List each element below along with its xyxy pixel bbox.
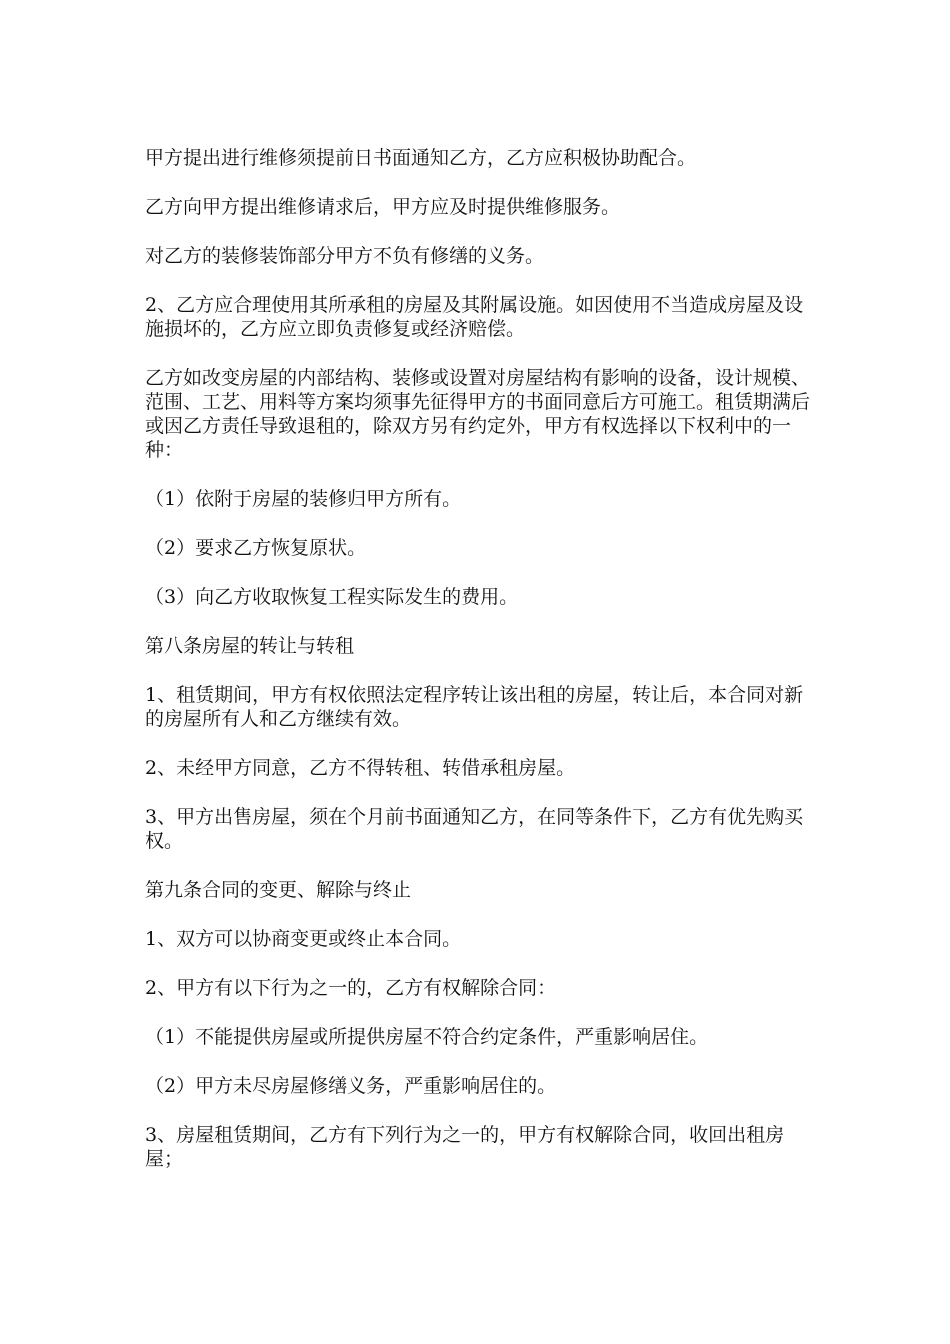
paragraph: 3、甲方出售房屋，须在个月前书面通知乙方，在同等条件下，乙方有优先购买权。 [145,806,804,852]
paragraph: 2、甲方有以下行为之一的，乙方有权解除合同： [145,977,557,999]
paragraph: 甲方提出进行维修须提前日书面通知乙方，乙方应积极协助配合。 [145,147,697,169]
paragraph: 3、房屋租赁期间，乙方有下列行为之一的，甲方有权解除合同，收回出租房屋； [145,1124,785,1170]
paragraph: 1、双方可以协商变更或终止本合同。 [145,928,462,950]
paragraph: 乙方向甲方提出维修请求后，甲方应及时提供维修服务。 [145,196,621,218]
paragraph: 1、租赁期间，甲方有权依照法定程序转让该出租的房屋，转让后，本合同对新的房屋所有人和乙方继续有效。 [145,684,804,730]
list-item: （2）要求乙方恢复原状。 [145,537,367,559]
list-item: （3）向乙方收取恢复工程实际发生的费用。 [145,586,519,608]
paragraph: 乙方如改变房屋的内部结构、装修或设置对房屋结构有影响的设备，设计规模、范围、工艺、用料等方案均须事先征得甲方的书面同意后方可施工。租赁期满后或因乙方责任导致退租的，除双方另有约定外，甲方有权选择以下权利中的一种： [145,367,811,461]
section-heading: 第八条房屋的转让与转租 [145,635,355,657]
document-body [145,146,815,1196]
paragraph: 2、未经甲方同意，乙方不得转租、转借承租房屋。 [145,757,576,779]
paragraph: 对乙方的装修装饰部分甲方不负有修缮的义务。 [145,245,545,267]
section-heading: 第九条合同的变更、解除与终止 [145,879,412,901]
list-item: （1）依附于房屋的装修归甲方所有。 [145,488,462,510]
paragraph: 2、乙方应合理使用其所承租的房屋及其附属设施。如因使用不当造成房屋及设施损坏的，乙方应立即负责修复或经济赔偿。 [145,294,804,340]
list-item: （2）甲方未尽房屋修缮义务，严重影响居住的。 [145,1075,557,1097]
list-item: （1）不能提供房屋或所提供房屋不符合约定条件，严重影响居住。 [145,1026,709,1048]
